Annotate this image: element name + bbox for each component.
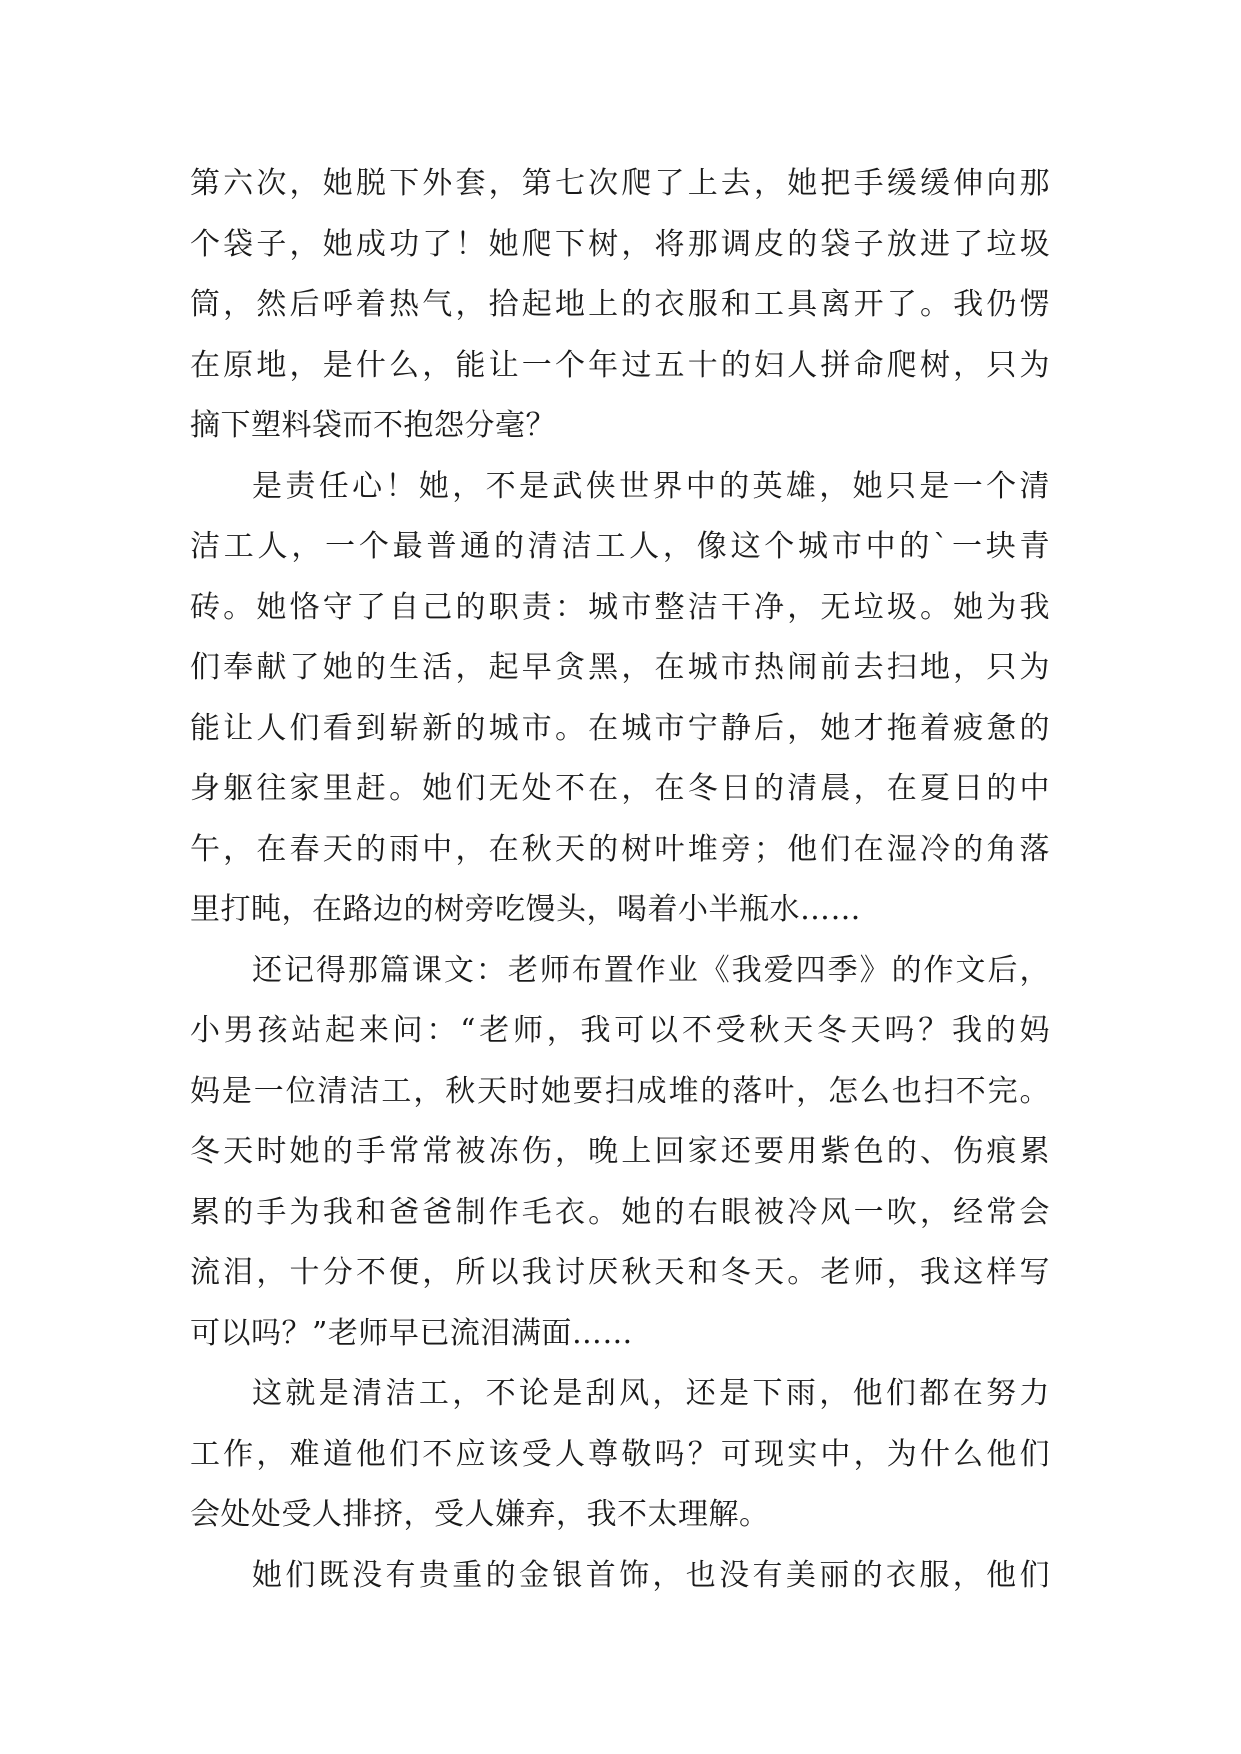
- text-line: 累的手为我和爸爸制作毛衣。她的右眼被冷风一吹，经常会: [190, 1194, 1050, 1230]
- text-line: 能让人们看到崭新的城市。在城市宁静后，她才拖着疲惫的: [190, 710, 1050, 746]
- text-line: 冬天时她的手常常被冻伤，晚上回家还要用紫色的、伤痕累: [190, 1134, 1050, 1169]
- text-line: 个袋子，她成功了！她爬下树，将那调皮的袋子放进了垃圾: [190, 226, 1050, 262]
- text-line: 在原地，是什么，能让一个年过五十的妇人拼命爬树，只为: [190, 347, 1050, 383]
- text-line: 洁工人，一个最普通的清洁工人，像这个城市中的`一块青: [190, 529, 1050, 564]
- text-line: 第六次，她脱下外套，第七次爬了上去，她把手缓缓伸向那: [190, 166, 1050, 201]
- text-line: 里打盹，在路边的树旁吃馒头，喝着小半瓶水……: [190, 892, 861, 927]
- text-line: 妈是一位清洁工，秋天时她要扫成堆的落叶，怎么也扫不完。: [190, 1073, 1050, 1109]
- text-line: 摘下塑料袋而不抱怨分毫？: [190, 408, 556, 443]
- paragraph-first-line: 她们既没有贵重的金银首饰，也没有美丽的衣服，他们: [252, 1557, 1050, 1593]
- text-line: 流泪，十分不便，所以我讨厌秋天和冬天。老师，我这样写: [190, 1255, 1050, 1290]
- paragraph-first-line: 这就是清洁工，不论是刮风，还是下雨，他们都在努力: [252, 1376, 1050, 1411]
- paragraph-first-line: 是责任心！她，不是武侠世界中的英雄，她只是一个清: [252, 468, 1050, 504]
- text-line: 身躯往家里赶。她们无处不在，在冬日的清晨，在夏日的中: [190, 771, 1050, 806]
- text-line: 筒，然后呼着热气，拾起地上的衣服和工具离开了。我仍愣: [190, 287, 1050, 322]
- text-line: 会处处受人排挤，受人嫌弃，我不太理解。: [190, 1497, 770, 1532]
- paragraph-first-line: 还记得那篇课文：老师布置作业《我爱四季》的作文后，: [252, 952, 1050, 988]
- text-line: 可以吗？”老师早已流泪满面……: [190, 1315, 633, 1351]
- text-line: 工作，难道他们不应该受人尊敬吗？可现实中，为什么他们: [190, 1436, 1050, 1472]
- text-line: 小男孩站起来问：“老师，我可以不受秋天冬天吗？我的妈: [190, 1013, 1050, 1048]
- text-line: 砖。她恪守了自己的职责：城市整洁干净，无垃圾。她为我: [190, 589, 1050, 625]
- document-body: [190, 154, 1050, 1606]
- text-line: 们奉献了她的生活，起早贪黑，在城市热闹前去扫地，只为: [190, 650, 1050, 685]
- text-line: 午，在春天的雨中，在秋天的树叶堆旁；他们在湿冷的角落: [190, 831, 1050, 867]
